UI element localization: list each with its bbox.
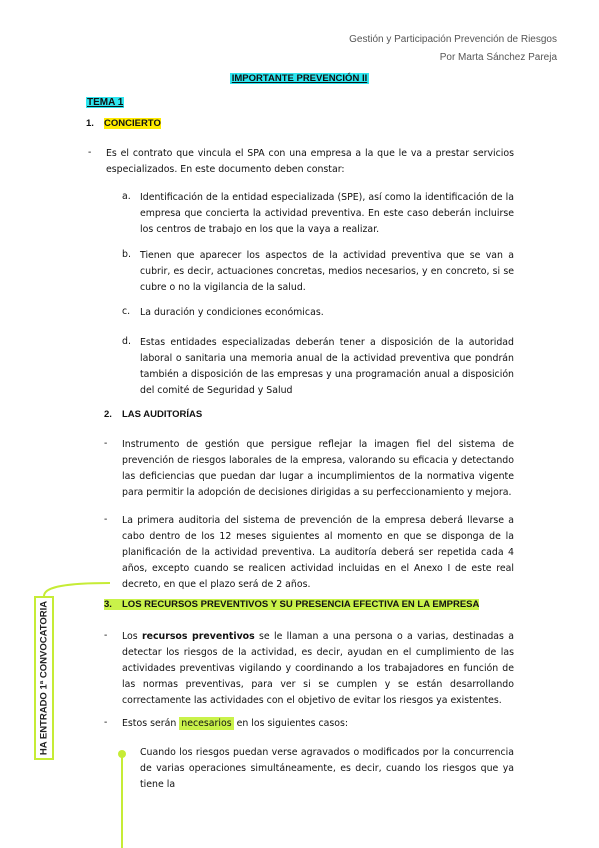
header-course: Gestión y Participación Prevención de Riesgos bbox=[349, 34, 557, 45]
tema-heading-text: TEMA 1 bbox=[87, 97, 124, 108]
section-2-title: LAS AUDITORÍAS bbox=[122, 409, 203, 420]
item-d-text: Estas entidades especializadas deberán tener a disposición de la autoridad laboral o sanitaria una memoria anual de la actividad preventiva que pondrán también a disposición de las empresas y una programación anual a disposición del comité de Seguridad y Salud bbox=[140, 337, 514, 396]
bullet: - bbox=[104, 514, 108, 525]
bullet: - bbox=[104, 717, 108, 728]
item-a-text: Identificación de la entidad especializada (SPE), así como la identificación de la empresa que concierta la actividad preventiva. En este caso deberán incluirse los centros de trabajo en los que la vaya a realizar. bbox=[140, 192, 514, 235]
section-3-p1-rest: se le llaman a una persona o a varias, destinadas a detectar los riesgos de la actividad, es decir, ayudan en el cumplimiento de las actividades preventivas vigilando y coordinando a los trabajadores en función de las normas preventivas, para ver si se cumplen y se están desarrollando correctamente las actividades con el objetivo de evitar los riesgos ya existentes. bbox=[122, 631, 514, 706]
document-title-text: IMPORTANTE PREVENCIÓN II bbox=[231, 73, 368, 84]
section-2-paragraph-1: Instrumento de gestión que persigue reflejar la imagen fiel del sistema de prevención de riesgos laborales de la empresa, valorando su eficacia y detectando las deficiencias que puedan dar lugar a incumplimientos de la normativa vigente para permitir la adopción de decisiones dirigidas a su perfeccionamiento y mejora. bbox=[122, 439, 514, 498]
item-b-letter: b. bbox=[122, 249, 131, 260]
section-3-p1-prefix: Los bbox=[122, 631, 142, 642]
bullet: - bbox=[88, 147, 92, 158]
item-a-letter: a. bbox=[122, 191, 131, 202]
item-c-letter: c. bbox=[122, 306, 131, 317]
section-3-p2-prefix: Estos serán bbox=[122, 718, 180, 729]
item-d-letter: d. bbox=[122, 336, 131, 347]
section-1-title: CONCIERTO bbox=[104, 118, 161, 129]
section-3-title: LOS RECURSOS PREVENTIVOS Y SU PRESENCIA EFECTIVA EN LA EMPRESA bbox=[122, 599, 480, 610]
section-3-p2-rest: en los siguientes casos: bbox=[233, 718, 349, 729]
section-1-number: 1. bbox=[86, 118, 94, 129]
section-3-number: 3. bbox=[104, 599, 122, 610]
item-c-text: La duración y condiciones económicas. bbox=[140, 307, 324, 318]
item-b-text: Tienen que aparecer los aspectos de la actividad preventiva que se van a cubrir, es decir, actuaciones concretas, medios necesarios, y en concreto, si se cubre o no la vigilancia de la salud. bbox=[140, 250, 514, 293]
bullet: - bbox=[104, 438, 108, 449]
bullet: - bbox=[104, 630, 108, 641]
header-author: Por Marta Sánchez Pareja bbox=[439, 52, 557, 63]
section-1-intro: Es el contrato que vincula el SPA con una empresa a la que le va a prestar servicios especializados. En este documento deben constar: bbox=[106, 148, 514, 175]
recursos-preventivos-term: recursos preventivos bbox=[142, 631, 255, 642]
section-3-paragraph-3: Cuando los riesgos puedan verse agravados o modificados por la concurrencia de varias operaciones simultáneamente, es decir, cuando los riesgos que ya tiene la bbox=[140, 747, 514, 790]
necesarios-highlight: necesarios bbox=[181, 718, 232, 729]
section-2-paragraph-2: La primera auditoria del sistema de prevención de la empresa deberá llevarse a cabo dentro de los 12 meses siguientes al momento en que se disponga de la planificación de la actividad preventiva. La auditoría deberá ser repetida cada 4 años, excepto cuando se realicen actividad incluidas en el Anexo I de este real decreto, en que el plazo será de 2 años. bbox=[122, 515, 514, 590]
section-2-number: 2. bbox=[104, 409, 112, 420]
side-note-text: HA ENTRADO 1ª CONVOCATORIA bbox=[38, 600, 50, 756]
